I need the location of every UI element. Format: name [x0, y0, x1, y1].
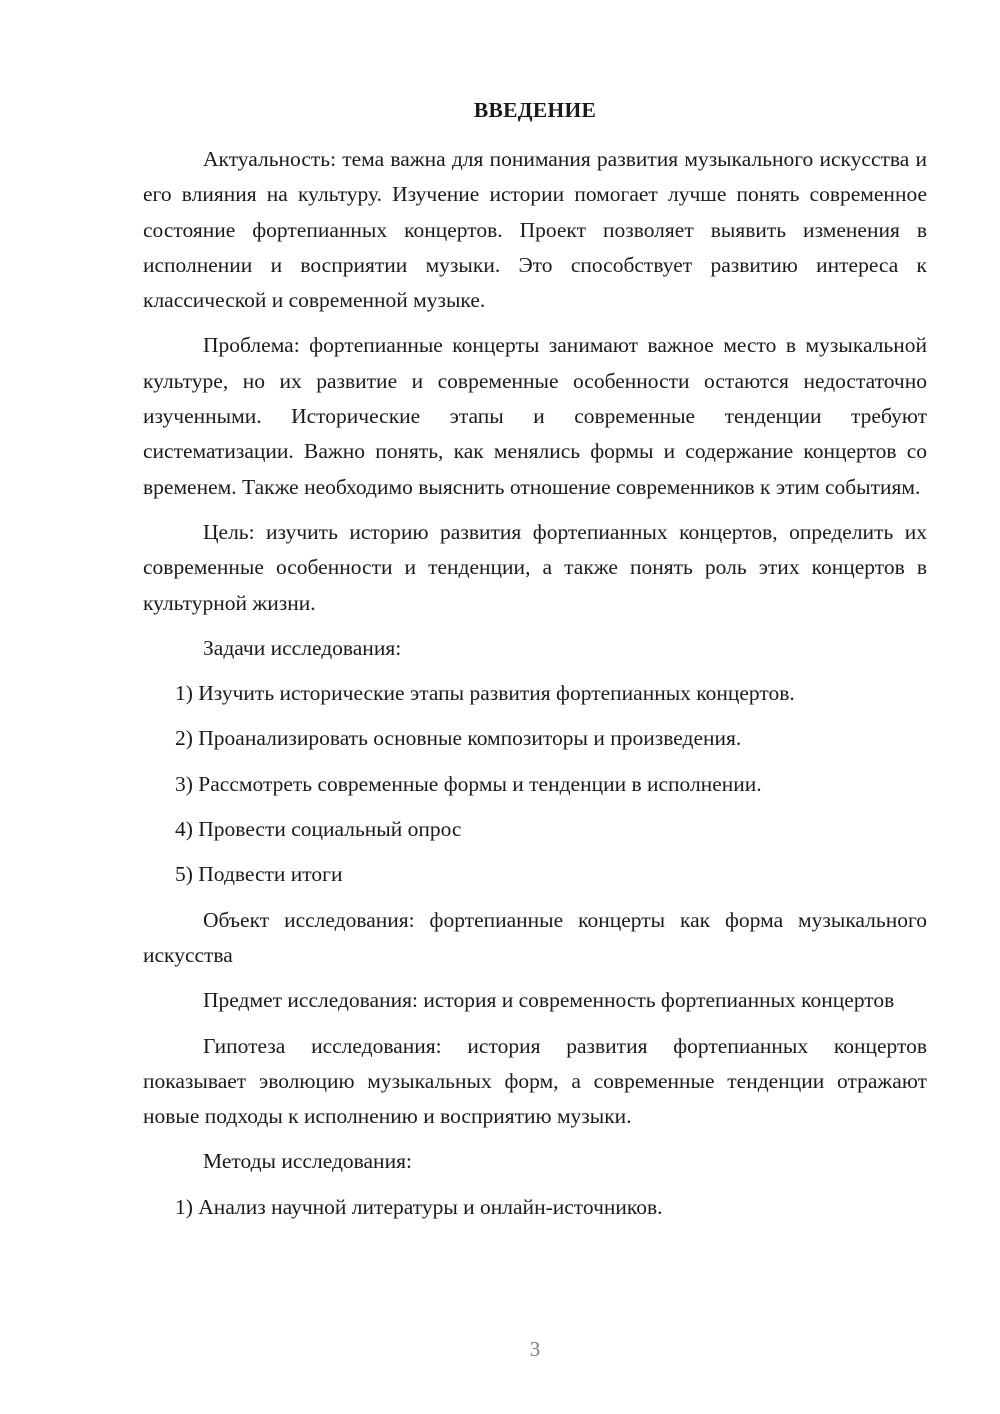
problem-paragraph: Проблема: фортепианные концерты занимают важное место в музыкальной культуре, но их развитие и современные особенности остаются недостаточно изученными. Исторические этапы и современные тенденции требуют систематизации. Важно понять, как менялись формы и содержание концертов со временем. Также необходимо выяснить отношение современников к этим событиям. — [143, 333, 927, 499]
task-item-1: 1) Изучить исторические этапы развития фортепианных концертов. — [175, 681, 795, 706]
section-heading: ВВЕДЕНИЕ — [473, 98, 597, 122]
tasks-title: Задачи исследования: — [203, 635, 402, 660]
task-item-4: 4) Провести социальный опрос — [175, 817, 462, 842]
subject-paragraph: Предмет исследования: история и современность фортепианных концертов — [203, 988, 895, 1013]
page-number: 3 — [529, 1337, 541, 1361]
task-item-3: 3) Рассмотреть современные формы и тенденции в исполнении. — [175, 771, 762, 796]
document-page — [143, 0, 927, 1414]
task-item-5: 5) Подвести итоги — [175, 862, 343, 887]
method-item-1: 1) Анализ научной литературы и онлайн-источников. — [175, 1194, 663, 1219]
object-paragraph: Объект исследования: фортепианные концерты как форма музыкального искусства — [143, 907, 927, 967]
methods-title: Методы исследования: — [203, 1149, 412, 1174]
page-body — [143, 142, 927, 1235]
hypothesis-paragraph: Гипотеза исследования: история развития фортепианных концертов показывает эволюцию музыкальных форм, а современные тенденции отражают новые подходы к исполнению и восприятию музыки. — [143, 1033, 927, 1129]
goal-paragraph: Цель: изучить историю развития фортепианных концертов, определить их современные особенности и тенденции, а также понять роль этих концертов в культурной жизни. — [143, 519, 927, 615]
task-item-2: 2) Проанализировать основные композиторы и произведения. — [175, 726, 742, 751]
relevance-paragraph: Актуальность: тема важна для понимания развития музыкального искусства и его влияния на культуру. Изучение истории помогает лучше понять современное состояние фортепианных концертов. Проект позволяет выявить изменения в исполнении и восприятии музыки. Это способствует развитию интереса к классической и современной музыке. — [143, 147, 927, 313]
